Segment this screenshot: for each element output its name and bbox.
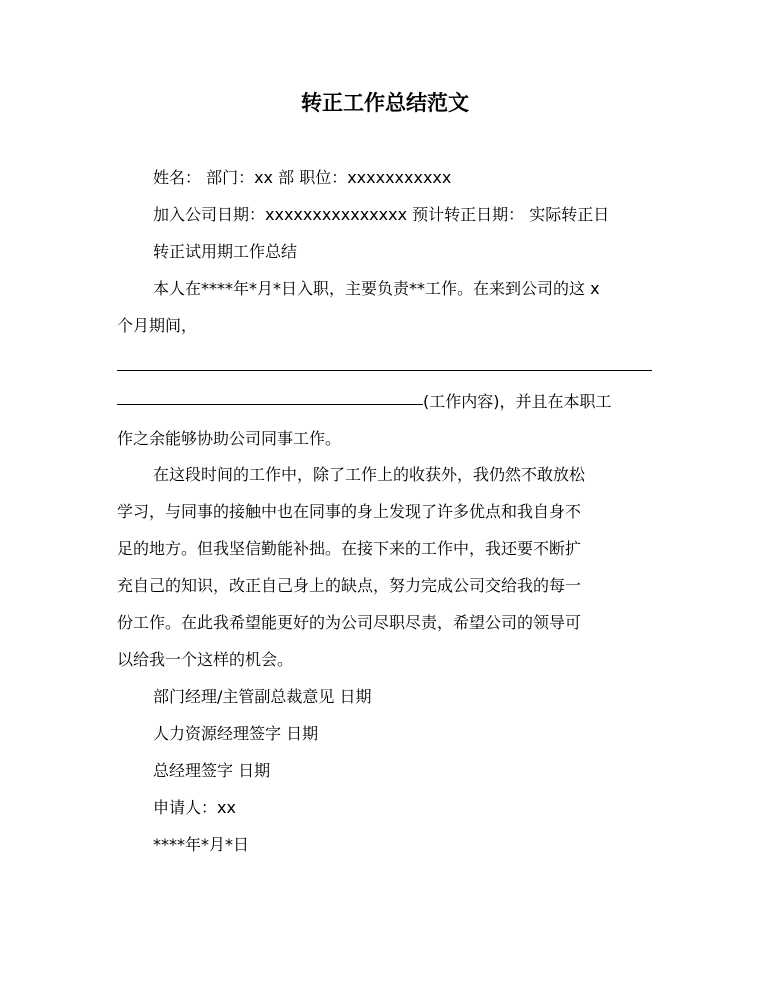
section-heading: 转正试用期工作总结 (153, 242, 298, 261)
document-title: 转正工作总结范文 (301, 91, 469, 115)
work-content-text: (工作内容)，并且在本职工 (423, 392, 612, 411)
signature-line-gm: 总经理签字 日期 (153, 761, 271, 780)
paragraph-line: 以给我一个这样的机会。 (117, 650, 294, 669)
paragraph-line (117, 390, 612, 414)
applicant-line: 申请人：xx (153, 798, 236, 817)
paragraph-line: 本人在****年*月*日入职，主要负责**工作。在来到公司的这 x (153, 279, 600, 298)
paragraph-line: 学习，与同事的接触中也在同事的身上发现了许多优点和我自身不 (117, 502, 582, 521)
date-line: ****年*月*日 (153, 835, 250, 854)
signature-line-manager: 部门经理/主管副总裁意见 日期 (153, 687, 372, 706)
signature-line-hr: 人力资源经理签字 日期 (153, 724, 319, 743)
paragraph-line: 在这段时间的工作中，除了工作上的收获外，我仍然不敢放松 (153, 465, 586, 484)
paragraph-line: 足的地方。但我坚信勤能补拙。在接下来的工作中，我还要不断扩 (117, 539, 582, 558)
paragraph-line: 充自己的知识，改正自己身上的缺点，努力完成公司交给我的每一 (117, 576, 582, 595)
info-line-name-dept: 姓名： 部门：xx 部 职位：xxxxxxxxxxx (153, 168, 452, 187)
blank-fill-line (117, 403, 423, 405)
info-line-dates: 加入公司日期：xxxxxxxxxxxxxxx 预计转正日期： 实际转正日 (153, 205, 610, 224)
paragraph-line: 个月期间， (117, 316, 198, 335)
blank-fill-line (117, 370, 652, 371)
paragraph-line: 份工作。在此我希望能更好的为公司尽职尽责，希望公司的领导可 (117, 613, 582, 632)
paragraph-line: 作之余能够协助公司同事工作。 (117, 429, 342, 448)
